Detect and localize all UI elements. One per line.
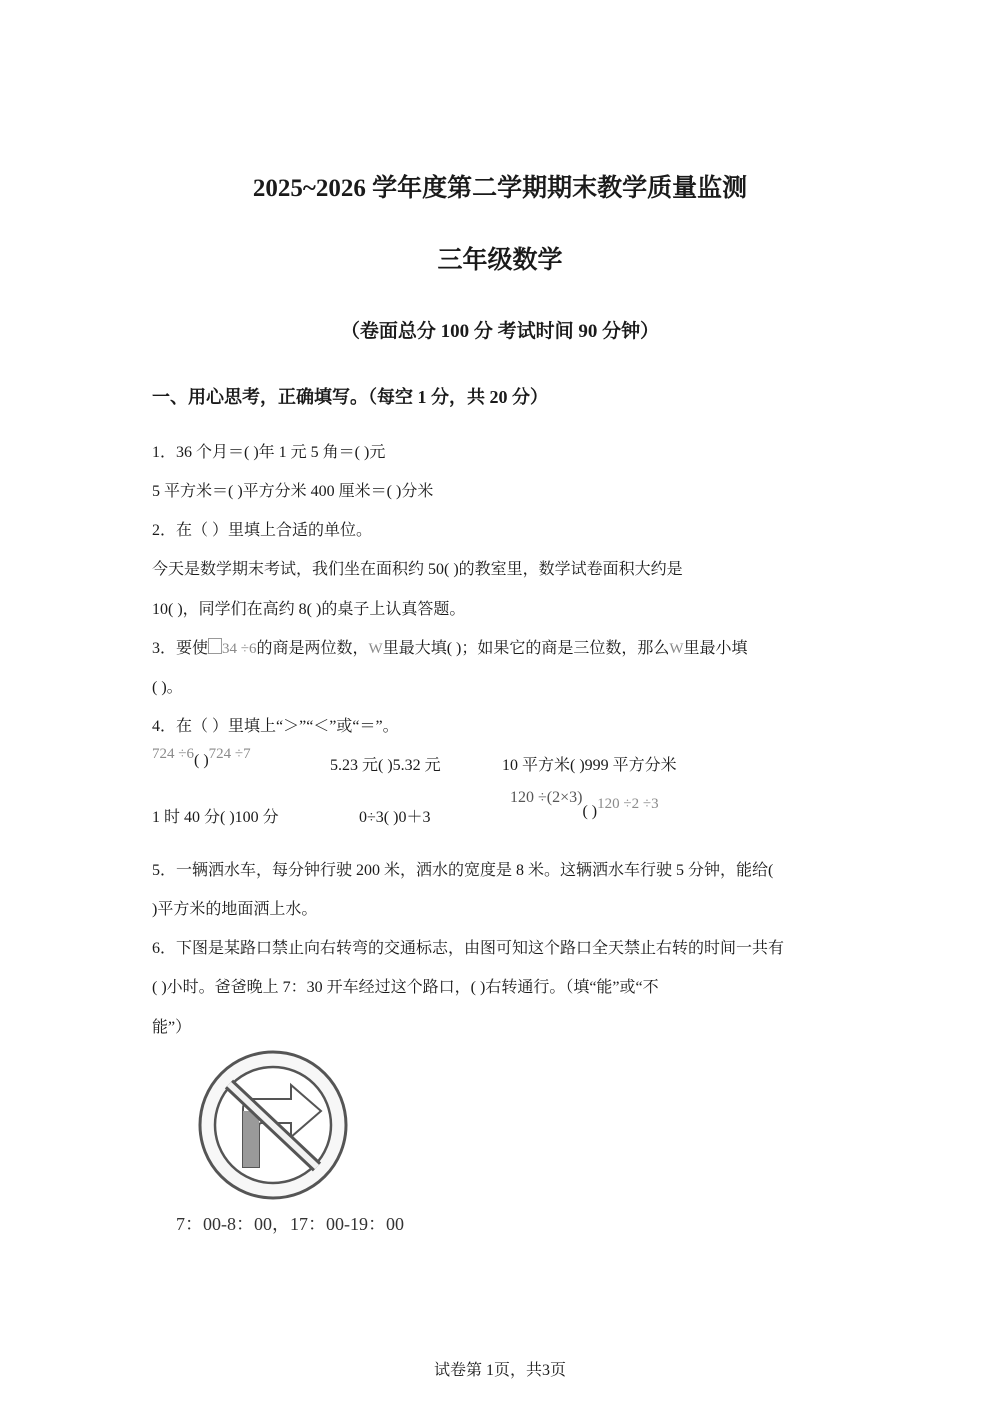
no-right-turn-sign-icon	[193, 1047, 353, 1202]
question-3-expression: 34 ÷6	[222, 641, 257, 657]
question-1-line-2: 5 平方米＝( )平方分米 400 厘米＝( )分米	[152, 483, 434, 500]
section-heading: 一、用心思考，正确填写。（每空 1 分，共 20 分）	[152, 387, 548, 407]
question-4-item-e: 0÷3( )0＋3	[359, 809, 431, 826]
question-3-prefix: 3．要使	[152, 640, 209, 657]
compare-blank: ( )	[582, 803, 598, 820]
question-3-mid-2: 里最大填( )；如果它的商是三位数，那么	[382, 640, 670, 657]
question-3-mid-1: 的商是两位数，	[256, 640, 369, 657]
exam-title: 2025~2026 学年度第二学期期末教学质量监测	[252, 175, 748, 202]
question-5-line-2: )平方米的地面洒上水。	[152, 901, 318, 918]
question-4-line-1: 4．在（ ）里填上“＞”“＜”或“＝”。	[152, 718, 399, 735]
compare-blank: ( )	[193, 752, 209, 769]
question-3-suffix: 里最小填	[683, 640, 748, 657]
question-6-line-2: ( )小时。爸爸晚上 7：30 开车经过这个路口，( )右转通行。（填“能”或“不	[152, 979, 659, 996]
exam-subject: 三年级数学	[437, 247, 563, 274]
question-6-line-3: 能”）	[152, 1019, 192, 1036]
question-2-line-3: 10( )，同学们在高约 8( )的桌子上认真答题。	[152, 601, 466, 618]
question-5-line-1: 5．一辆洒水车，每分钟行驶 200 米，洒水的宽度是 8 米。这辆洒水车行驶 5 分钟，能给(	[152, 862, 774, 879]
question-2-line-2: 今天是数学期末考试，我们坐在面积约 50( )的教室里，数学试卷面积大约是	[152, 561, 683, 578]
w-symbol: W	[669, 641, 684, 657]
expression-right: 724 ÷7	[208, 746, 251, 762]
question-3-line-1	[152, 635, 748, 658]
question-4-item-b: 5.23 元( )5.32 元	[330, 757, 441, 774]
page-footer: 试卷第 1页，共3页	[433, 1362, 566, 1379]
question-3-line-2: ( )。	[152, 679, 183, 696]
expression-right: 120 ÷2 ÷3	[597, 796, 659, 812]
question-1-line-1: 1．36 个月＝( )年 1 元 5 角＝( )元	[152, 444, 386, 461]
question-4-item-f	[510, 789, 659, 820]
blank-box-icon	[208, 638, 222, 654]
expression-left: 120 ÷(2×3)	[510, 789, 583, 806]
question-4-item-d: 1 时 40 分( )100 分	[152, 809, 279, 826]
w-symbol: W	[368, 641, 383, 657]
question-6-line-1: 6．下图是某路口禁止向右转弯的交通标志，由图可知这个路口全天禁止右转的时间一共有	[152, 940, 785, 957]
expression-left: 724 ÷6	[152, 746, 194, 762]
question-2-line-1: 2．在（ ）里填上合适的单位。	[152, 522, 373, 539]
question-4-item-c: 10 平方米( )999 平方分米	[502, 757, 677, 774]
question-4-item-a	[152, 746, 251, 769]
sign-time-caption: 7：00-8：00，17：00-19：00	[176, 1214, 404, 1234]
exam-info: （卷面总分 100 分 考试时间 90 分钟）	[340, 321, 660, 342]
